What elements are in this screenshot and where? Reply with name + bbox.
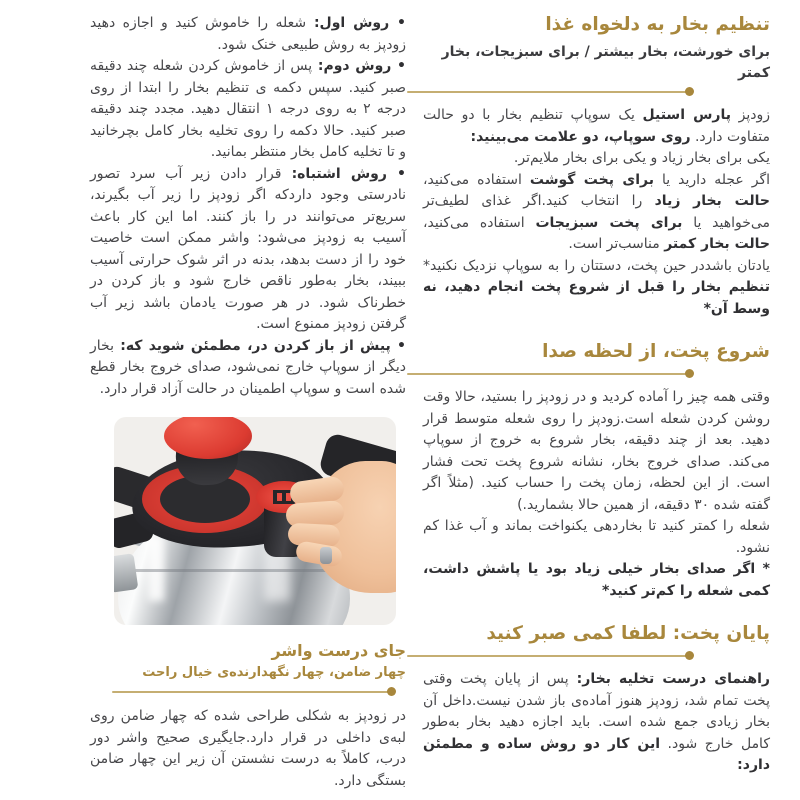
divider-line <box>407 91 689 93</box>
divider-line <box>407 655 689 657</box>
caption-divider <box>90 687 406 698</box>
pot-reflection <box>148 535 164 601</box>
divider-dot <box>387 687 396 696</box>
paragraph: زودپز پارس استیل یک سوپاپ تنظیم بخار با دو حالت متفاوت دارد. روی سوپاپ، دو علامت می‌بینید: <box>423 107 770 145</box>
paragraph-method-two: • روش دوم: پس از خاموش کردن شعله چند دقیقه صبر کنید. سپس دکمه ی تنظیم بخار را ابتدا از روی درجه ۲ به روی درجه ۱ انتقال دهید. مجدد چند دقیقه صبر کنید. حالا دکمه را روی تخلیه بخار کامل بچرخانید و تا تخلیه کامل بخار منتظر بمانید. <box>90 58 407 160</box>
section-heading: پایان پخت: لطفا کمی صبر کنید <box>486 623 770 644</box>
finger-ring <box>320 547 332 564</box>
caption-subtitle: چهار ضامن، چهار نگهدارنده‌ی خیال راحت <box>142 665 406 680</box>
pot-seam <box>126 569 344 572</box>
section-heading: شروع پخت، از لحظه صدا <box>542 341 770 362</box>
section-divider <box>423 369 770 380</box>
pressure-cooker-photo <box>114 417 396 625</box>
section-heading: تنظیم بخار به دلخواه غذا <box>545 14 770 35</box>
paragraph-wrong-method: • روش اشتباه: قرار دادن زیر آب سرد تصور نادرستی وجود داردکه اگر زودپز را زیر آب بگیرند، سریع‌تر می‌توانند در را باز کنند. اما این کار باعث آسیب به زودپز می‌شود: واشر ممکن است خاصیت خود را از دست بدهد، بدنه در اثر شوک حرارتی آسیب ببیند، بخار به‌طور ناقص خارج شود و باز کردن در خطرناک شود. در هر صورت یادمان باشد زیر آب گرفتن زودپز ممنوع است. <box>90 165 406 332</box>
right-column <box>423 13 770 777</box>
paragraph-before-opening: • پیش از باز کردن در، مطمئن شوید که: بخار دیگر از سوپاپ خارج نمی‌شود، صدای خروج بخار قطع شده است و سوپاپ اطمینان در حالت آزاد قرار دارد. <box>90 337 406 397</box>
paragraph: اگر عجله دارید یا برای پخت گوشت استفاده می‌کنید، حالت بخار زیاد را انتخاب کنید.اگر غذای لطیف‌تر می‌خواهید یا برای پخت سبزیجات استفاده می‌کنید، حالت بخار کمتر مناسب‌تر است. <box>423 171 771 252</box>
section-divider <box>423 651 770 662</box>
section-subheading: برای خورشت، بخار بیشتر / برای سبزیجات، بخار کمتر <box>441 44 770 81</box>
section-cooking-start <box>423 340 770 602</box>
divider-dot <box>685 87 694 96</box>
paragraph: راهنمای درست تخلیه بخار: پس از پایان پخت وقتی پخت تمام شد، زودپز هنوز آماده‌ی باز شدن نیست.داخل آن بخار زیادی جمع شده است. باید اجازه دهید بخار به‌طور کامل خارج شود. این کار دو روش ساده و مطمئن دارد: <box>423 671 770 773</box>
paragraph-method-one: • روش اول: شعله را خاموش کنید و اجازه دهید زودپز به روش طبیعی خنک شود. <box>90 15 406 53</box>
paragraph: وقتی همه چیز را آماده کردید و در زودپز را بستید، حالا وقت روشن کردن شعله است.زودپز را روی شعله متوسط قرار دهید. بعد از چند دقیقه، بخار شروع به خروج از سوپاپ می‌کند. صدای خروج بخار، نشانه شروع پخت تحت فشار است. از این لحظه، زمان پخت را حساب کنید. (مثلاً اگر گفته شده ۳۰ دقیقه، از همین حالا بشمارید.) <box>423 389 770 513</box>
left-column <box>90 13 406 792</box>
section-steam-adjust <box>423 13 770 320</box>
paragraph: یکی برای بخار زیاد و یکی برای بخار ملایم‌تر. <box>513 150 770 166</box>
divider-dot <box>685 369 694 378</box>
divider-dot <box>685 651 694 660</box>
paragraph: * اگر صدای بخار خیلی زیاد بود یا پاشش داشت، کمی شعله را کم‌تر کنید* <box>423 561 770 599</box>
caption-title: جای درست واشر <box>271 641 406 660</box>
section-divider <box>423 87 770 98</box>
paragraph: یادتان باشددر حین پخت، دستتان را به سوپاپ نزدیک نکنید* تنظیم بخار را قبل از شروع پخت انجام دهید، نه وسط آن* <box>423 257 770 317</box>
paragraph: شعله را کمتر کنید تا بخاردهی یکنواخت بماند و آب غذا کم نشود. <box>423 518 770 556</box>
section-cooking-end <box>423 622 770 777</box>
paragraph-gasket: در زودپز به شکلی طراحی شده که چهار ضامن روی لبه‌ی داخلی در قرار دارد.جایگیری صحیح واشر دور درب، کاملاً به درست نشستن آن زیر این چهار ضامن بستگی دارد. <box>90 708 406 789</box>
divider-line <box>407 373 689 375</box>
divider-line <box>112 691 392 693</box>
